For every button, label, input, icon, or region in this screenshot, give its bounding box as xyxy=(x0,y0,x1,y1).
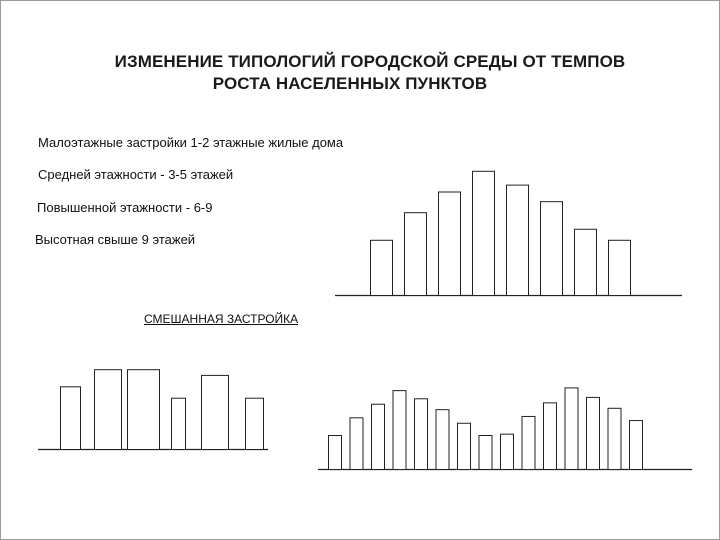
bar xyxy=(458,423,471,469)
bar xyxy=(544,403,557,470)
bar xyxy=(95,370,122,450)
bar-diagram-mixed-double-wave xyxy=(318,388,692,470)
bar xyxy=(587,397,600,469)
mixed-development-label: СМЕШАННАЯ ЗАСТРОЙКА xyxy=(144,312,299,326)
bar xyxy=(371,240,393,295)
bar xyxy=(501,434,514,469)
legend-high-rise: Высотная свыше 9 этажей xyxy=(35,232,196,247)
bar xyxy=(609,240,631,295)
bar xyxy=(522,416,535,469)
bar xyxy=(128,370,160,450)
bar xyxy=(172,398,186,449)
bar xyxy=(473,171,495,295)
bar xyxy=(372,404,385,469)
legend-low-rise: Малоэтажные застройки 1-2 этажные жилые дома xyxy=(38,135,344,150)
bar xyxy=(541,202,563,296)
bar xyxy=(630,421,643,470)
bar xyxy=(61,387,81,450)
bar xyxy=(350,418,363,470)
bar xyxy=(575,229,597,295)
legend-mid-rise: Средней этажности - 3-5 этажей xyxy=(38,167,234,182)
legend-increased-rise: Повышенной этажности - 6-9 xyxy=(37,200,213,215)
bar-diagram-growth-curve xyxy=(335,171,682,295)
bar xyxy=(393,391,406,470)
bar xyxy=(246,398,264,449)
bar xyxy=(439,192,461,296)
bar xyxy=(329,436,342,470)
slide-title-line-1: ИЗМЕНЕНИЕ ТИПОЛОГИЙ ГОРОДСКОЙ СРЕДЫ ОТ ТЕМПОВ xyxy=(114,52,626,71)
slide-title-line-2: РОСТА НАСЕЛЕННЫХ ПУНКТОВ xyxy=(212,74,488,93)
bar-diagram-mixed-left xyxy=(38,370,268,450)
bar xyxy=(479,436,492,470)
bar xyxy=(202,375,229,449)
bar xyxy=(565,388,578,470)
bar xyxy=(608,408,621,469)
bar xyxy=(436,410,449,470)
bar xyxy=(507,185,529,295)
bar xyxy=(415,399,428,470)
bar xyxy=(405,213,427,296)
